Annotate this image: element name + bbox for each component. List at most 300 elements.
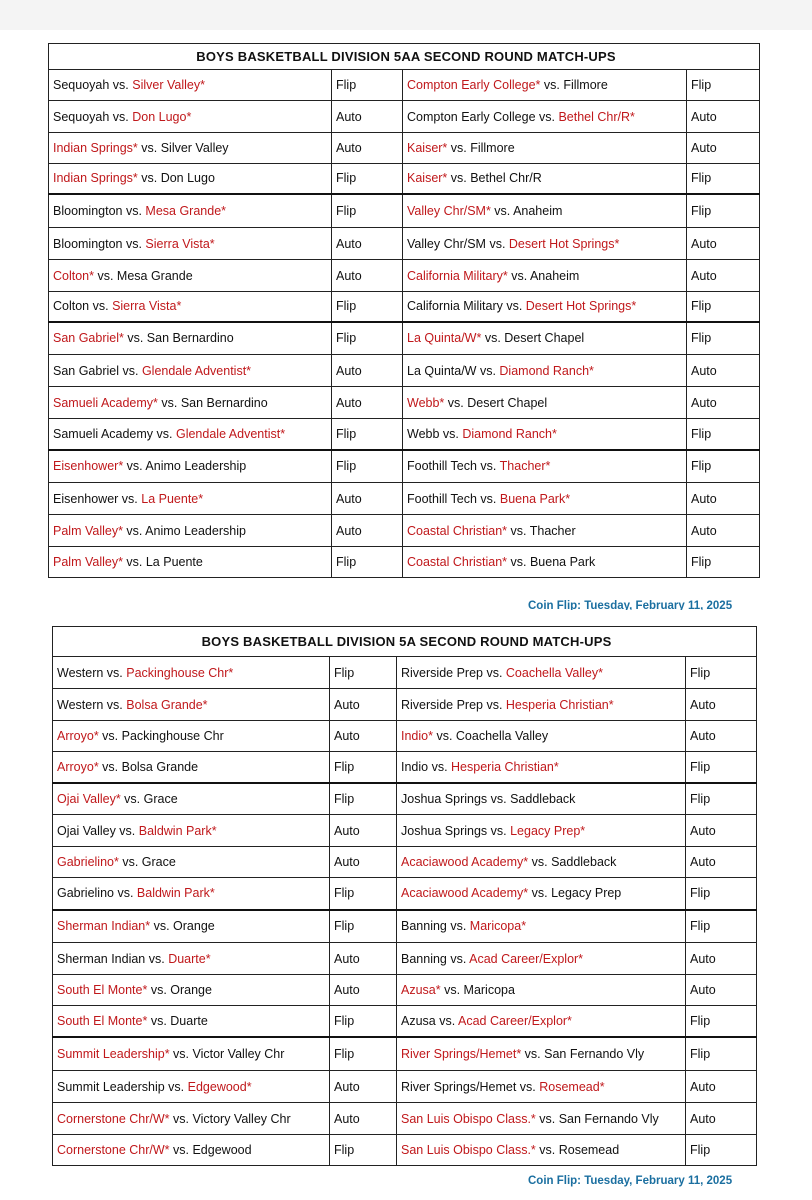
team-name: Sequoyah — [53, 78, 110, 92]
team-name: Hesperia Christian* — [505, 697, 614, 712]
matchup-row — [53, 1006, 757, 1037]
team-name: Victory Valley Chr — [192, 1111, 291, 1126]
vs-separator: vs. — [535, 1143, 559, 1157]
team-name: Bethel Chr/R — [470, 171, 542, 186]
matchup-row — [49, 101, 760, 133]
vs-separator: vs. — [150, 919, 174, 934]
vs-separator: vs. — [118, 491, 142, 506]
team-name: Edgewood* — [187, 1079, 252, 1094]
team-name: La Quinta/W* — [407, 331, 482, 346]
matchup-row — [53, 752, 757, 783]
vs-separator: vs. — [476, 363, 500, 378]
team-name: Animo Leadership — [145, 523, 246, 538]
team-name: San Bernardino — [180, 395, 268, 410]
left-matchup — [49, 450, 332, 483]
team-name: Victor Valley Chr — [192, 1046, 285, 1061]
matchup-row — [53, 1103, 757, 1135]
left-type: Auto — [330, 689, 397, 721]
team-name: Legacy Prep* — [510, 823, 586, 838]
vs-separator: vs. — [507, 268, 530, 283]
team-name: Glendale Adventist* — [141, 363, 252, 378]
right-matchup — [397, 910, 686, 943]
team-name: San Fernando Vly — [558, 1111, 659, 1126]
vs-separator: vs. — [521, 1046, 545, 1061]
vs-separator: vs. — [535, 109, 559, 124]
right-matchup — [403, 228, 687, 260]
vs-separator: vs. — [446, 919, 470, 934]
right-type: Flip — [687, 322, 760, 355]
right-matchup — [403, 419, 687, 450]
team-name: Valley Chr/SM — [407, 236, 486, 251]
right-matchup — [397, 1006, 686, 1037]
left-matchup — [49, 322, 332, 355]
right-matchup — [403, 292, 687, 322]
left-type: Flip — [330, 910, 397, 943]
right-type: Auto — [687, 228, 760, 260]
vs-separator: vs. — [137, 141, 161, 155]
right-type: Auto — [686, 815, 757, 847]
right-type: Flip — [686, 1037, 757, 1071]
left-type: Auto — [332, 387, 403, 419]
team-name: Arroyo* — [57, 759, 99, 774]
vs-separator: vs. — [109, 78, 133, 92]
team-name: Western — [57, 665, 104, 680]
matchup-row — [53, 1071, 757, 1103]
left-matchup — [53, 721, 330, 752]
right-matchup — [403, 547, 687, 578]
left-type: Flip — [330, 752, 397, 783]
team-name: Palm Valley* — [53, 555, 123, 569]
team-name: Anaheim — [529, 268, 580, 283]
left-matchup — [53, 1006, 330, 1037]
vs-separator: vs. — [502, 299, 526, 314]
matchup-row — [49, 260, 760, 292]
matchup-row — [53, 910, 757, 943]
vs-separator: vs. — [435, 1013, 458, 1028]
matchup-row — [53, 943, 757, 975]
team-name: Bolsa Grande* — [126, 697, 208, 712]
team-name: River Springs/Hemet — [401, 1079, 517, 1094]
team-name: Bloomington — [53, 203, 123, 218]
matchup-row — [53, 1037, 757, 1071]
team-name: Coastal Christian* — [407, 555, 508, 569]
matchup-row — [49, 292, 760, 322]
team-name: Arroyo* — [57, 729, 99, 743]
team-name: Bloomington — [53, 236, 123, 251]
team-name: Cornerstone Chr/W* — [57, 1143, 170, 1157]
team-name: Anaheim — [513, 203, 563, 218]
team-name: Indio* — [401, 729, 433, 743]
right-type: Flip — [686, 878, 757, 910]
right-type: Flip — [686, 783, 757, 815]
vs-separator: vs. — [444, 395, 468, 410]
left-matchup — [53, 1135, 330, 1166]
team-name: Orange — [170, 983, 212, 997]
right-matchup — [403, 450, 687, 483]
right-type: Auto — [687, 483, 760, 515]
left-matchup — [49, 70, 332, 101]
right-matchup — [397, 1037, 686, 1071]
right-type: Flip — [686, 1006, 757, 1037]
vs-separator: vs. — [103, 697, 127, 712]
matchup-row — [53, 975, 757, 1006]
left-matchup — [49, 292, 332, 322]
right-type: Auto — [687, 355, 760, 387]
vs-separator: vs. — [157, 395, 181, 410]
team-name: Compton Early College — [407, 109, 536, 124]
right-matchup — [397, 1135, 686, 1166]
team-name: Acaciawood Academy* — [401, 855, 529, 869]
team-name: Thacher* — [499, 459, 551, 474]
left-matchup — [49, 101, 332, 133]
team-name: Indio — [401, 759, 429, 774]
vs-separator: vs. — [487, 823, 511, 838]
right-type: Auto — [686, 1103, 757, 1135]
vs-separator: vs. — [482, 697, 506, 712]
team-name: Bolsa Grande — [121, 759, 199, 774]
vs-separator: vs. — [169, 1111, 193, 1126]
team-name: San Gabriel* — [53, 331, 124, 346]
team-name: Acad Career/Explor* — [457, 1013, 572, 1028]
team-name: Kaiser* — [407, 171, 448, 186]
vs-separator: vs. — [535, 1111, 559, 1126]
team-name: Buena Park — [529, 555, 596, 569]
vs-separator: vs. — [487, 791, 511, 806]
team-name: Acaciawood Academy* — [401, 886, 529, 901]
right-type: Flip — [687, 419, 760, 450]
left-matchup — [49, 164, 332, 194]
team-name: Colton* — [53, 268, 94, 283]
vs-separator: vs. — [118, 855, 142, 869]
right-type: Flip — [687, 70, 760, 101]
team-name: La Puente — [145, 555, 203, 569]
team-name: Eisenhower — [53, 491, 119, 506]
matchup-row — [49, 194, 760, 228]
left-type: Flip — [332, 164, 403, 194]
left-matchup — [49, 483, 332, 515]
team-name: Samueli Academy — [53, 426, 154, 441]
team-name: Indian Springs* — [53, 141, 138, 155]
vs-separator: vs. — [119, 363, 142, 378]
right-type: Auto — [686, 975, 757, 1006]
right-matchup — [403, 260, 687, 292]
vs-separator: vs. — [145, 951, 169, 966]
right-matchup — [403, 483, 687, 515]
vs-separator: vs. — [147, 1013, 171, 1028]
team-name: Desert Hot Springs* — [525, 299, 637, 314]
team-name: Maricopa* — [469, 919, 527, 934]
vs-separator: vs. — [98, 729, 122, 743]
team-name: Rosemead — [558, 1143, 620, 1157]
right-matchup — [397, 752, 686, 783]
right-type: Flip — [687, 292, 760, 322]
left-matchup — [53, 847, 330, 878]
matchup-row — [53, 721, 757, 752]
left-matchup — [49, 133, 332, 164]
vs-separator: vs. — [540, 78, 564, 92]
team-name: Webb — [407, 426, 440, 441]
team-name: Indian Springs* — [53, 171, 138, 186]
vs-separator: vs. — [94, 268, 117, 283]
team-name: Thacher — [529, 523, 576, 538]
table-header-row — [49, 44, 760, 70]
team-name: Packinghouse Chr — [121, 729, 224, 743]
left-matchup — [53, 975, 330, 1006]
right-matchup — [403, 70, 687, 101]
right-matchup — [403, 101, 687, 133]
team-name: Diamond Ranch* — [462, 426, 557, 441]
team-name: Silver Valley — [160, 141, 229, 155]
vs-separator: vs. — [447, 141, 471, 155]
team-name: Diamond Ranch* — [499, 363, 594, 378]
left-type: Auto — [332, 355, 403, 387]
vs-separator: vs. — [123, 459, 146, 474]
table-title: BOYS BASKETBALL DIVISION 5AA SECOND ROUND MATCH-UPS — [49, 44, 760, 70]
left-type: Auto — [330, 943, 397, 975]
vs-separator: vs. — [432, 729, 456, 743]
top-band — [0, 0, 812, 30]
coin-flip-note-5a: Coin Flip: Tuesday, February 11, 2025 — [528, 1175, 733, 1187]
vs-separator: vs. — [528, 855, 552, 869]
matchup-row — [49, 164, 760, 194]
team-name: Duarte* — [168, 951, 211, 966]
vs-separator: vs. — [122, 555, 146, 569]
left-matchup — [49, 260, 332, 292]
team-name: Coachella Valley — [455, 729, 549, 743]
left-type: Auto — [330, 721, 397, 752]
team-name: La Puente* — [141, 491, 204, 506]
left-matchup — [49, 515, 332, 547]
team-name: Joshua Springs — [401, 823, 488, 838]
left-type: Flip — [332, 419, 403, 450]
team-name: Ojai Valley* — [57, 791, 121, 806]
left-type: Auto — [330, 815, 397, 847]
team-name: Legacy Prep — [551, 886, 622, 901]
vs-separator: vs. — [482, 665, 506, 680]
team-name: Bethel Chr/R* — [558, 109, 635, 124]
team-name: Gabrielino — [57, 886, 114, 901]
division-5aa-table — [48, 43, 760, 578]
vs-separator: vs. — [164, 1079, 188, 1094]
left-matchup — [53, 1037, 330, 1071]
left-matchup — [53, 752, 330, 783]
left-type: Flip — [330, 1135, 397, 1166]
right-type: Flip — [686, 657, 757, 689]
right-matchup — [397, 689, 686, 721]
vs-separator: vs. — [89, 299, 113, 314]
left-type: Auto — [332, 515, 403, 547]
team-name: Packinghouse Chr* — [126, 665, 234, 680]
left-matchup — [49, 547, 332, 578]
matchup-row — [49, 322, 760, 355]
team-name: Grace — [143, 791, 178, 806]
right-type: Auto — [687, 101, 760, 133]
left-type: Auto — [332, 483, 403, 515]
team-name: Acad Career/Explor* — [469, 951, 584, 966]
vs-separator: vs. — [507, 555, 530, 569]
team-name: Glendale Adventist* — [175, 426, 286, 441]
team-name: Eisenhower* — [53, 459, 124, 474]
left-type: Flip — [332, 194, 403, 228]
team-name: Fillmore — [470, 141, 515, 155]
matchup-row — [49, 228, 760, 260]
team-name: Desert Chapel — [467, 395, 548, 410]
left-matchup — [49, 194, 332, 228]
team-name: San Fernando Vly — [544, 1046, 645, 1061]
team-name: Animo Leadership — [145, 459, 247, 474]
team-name: Western — [57, 697, 104, 712]
left-matchup — [53, 1103, 330, 1135]
team-name: Webb* — [407, 395, 445, 410]
team-name: Azusa — [401, 1013, 436, 1028]
right-type: Auto — [686, 943, 757, 975]
team-name: Orange — [173, 919, 215, 934]
matchup-row — [53, 847, 757, 878]
team-name: Saddleback — [510, 791, 576, 806]
vs-separator: vs. — [109, 109, 133, 124]
team-name: South El Monte* — [57, 983, 148, 997]
right-type: Flip — [686, 752, 757, 783]
right-type: Auto — [687, 515, 760, 547]
left-matchup — [53, 910, 330, 943]
coin-flip-note-5aa: Coin Flip: Tuesday, February 11, 2025 — [528, 600, 733, 610]
right-matchup — [397, 783, 686, 815]
team-name: River Springs/Hemet* — [401, 1046, 522, 1061]
matchup-row — [49, 133, 760, 164]
left-type: Auto — [332, 101, 403, 133]
right-matchup — [397, 721, 686, 752]
right-type: Flip — [687, 164, 760, 194]
team-name: Buena Park* — [499, 491, 571, 506]
vs-separator: vs. — [516, 1079, 540, 1094]
left-type: Flip — [332, 70, 403, 101]
vs-separator: vs. — [122, 523, 146, 538]
team-name: Riverside Prep — [401, 665, 483, 680]
team-name: Sequoyah — [53, 109, 110, 124]
vs-separator: vs. — [507, 523, 530, 538]
right-matchup — [397, 975, 686, 1006]
team-name: Sierra Vista* — [112, 299, 182, 314]
right-matchup — [397, 1103, 686, 1135]
team-name: Valley Chr/SM* — [407, 203, 491, 218]
left-matchup — [49, 387, 332, 419]
right-matchup — [403, 515, 687, 547]
team-name: Compton Early College* — [407, 78, 541, 92]
team-name: Silver Valley* — [132, 78, 205, 92]
matchup-row — [49, 387, 760, 419]
vs-separator: vs. — [447, 171, 471, 186]
right-type: Auto — [687, 387, 760, 419]
team-name: Grace — [141, 855, 176, 869]
right-type: Flip — [687, 194, 760, 228]
vs-separator: vs. — [485, 236, 509, 251]
team-name: San Luis Obispo Class.* — [401, 1111, 536, 1126]
vs-separator: vs. — [476, 491, 500, 506]
vs-separator: vs. — [440, 983, 464, 997]
left-type: Flip — [330, 657, 397, 689]
team-name: Gabrielino* — [57, 855, 119, 869]
vs-separator: vs. — [147, 983, 171, 997]
right-matchup — [397, 1071, 686, 1103]
right-type: Flip — [686, 1135, 757, 1166]
left-type: Auto — [330, 1071, 397, 1103]
left-type: Flip — [332, 322, 403, 355]
matchup-row — [49, 355, 760, 387]
matchup-row — [49, 450, 760, 483]
right-matchup — [397, 657, 686, 689]
matchup-row — [53, 657, 757, 689]
vs-separator: vs. — [115, 823, 139, 838]
team-name: San Bernardino — [146, 331, 234, 346]
right-type: Auto — [686, 1071, 757, 1103]
team-name: Palm Valley* — [53, 523, 123, 538]
team-name: Samueli Academy* — [53, 395, 158, 410]
right-type: Flip — [686, 910, 757, 943]
team-name: Foothill Tech — [407, 459, 477, 474]
vs-separator: vs. — [481, 331, 505, 346]
left-type: Auto — [332, 260, 403, 292]
vs-separator: vs. — [113, 886, 137, 901]
right-matchup — [403, 355, 687, 387]
team-name: La Quinta/W — [407, 363, 477, 378]
team-name: Saddleback — [551, 855, 617, 869]
left-type: Auto — [330, 975, 397, 1006]
vs-separator: vs. — [122, 236, 146, 251]
vs-separator: vs. — [169, 1046, 193, 1061]
left-matchup — [53, 878, 330, 910]
right-type: Flip — [687, 547, 760, 578]
team-name: Sherman Indian* — [57, 919, 151, 934]
team-name: Banning — [401, 919, 447, 934]
left-type: Flip — [330, 1006, 397, 1037]
right-type: Auto — [686, 721, 757, 752]
vs-separator: vs. — [169, 1143, 193, 1157]
left-matchup — [49, 419, 332, 450]
team-name: Mesa Grande — [116, 268, 193, 283]
team-name: Sherman Indian — [57, 951, 146, 966]
right-matchup — [397, 815, 686, 847]
left-type: Auto — [332, 228, 403, 260]
team-name: Don Lugo* — [132, 109, 192, 124]
vs-separator: vs. — [120, 791, 144, 806]
team-name: Kaiser* — [407, 141, 448, 155]
team-name: Riverside Prep — [401, 697, 483, 712]
vs-separator: vs. — [528, 886, 552, 901]
vs-separator: vs. — [446, 951, 470, 966]
team-name: Desert Chapel — [504, 331, 585, 346]
left-matchup — [49, 228, 332, 260]
right-type: Flip — [687, 450, 760, 483]
matchup-row — [53, 1135, 757, 1166]
team-name: Sierra Vista* — [145, 236, 215, 251]
team-name: Baldwin Park* — [138, 823, 217, 838]
left-type: Flip — [330, 878, 397, 910]
matchup-row — [49, 515, 760, 547]
team-name: Foothill Tech — [407, 491, 477, 506]
right-matchup — [403, 133, 687, 164]
left-type: Flip — [330, 783, 397, 815]
vs-separator: vs. — [123, 331, 147, 346]
matchup-row — [49, 483, 760, 515]
left-matchup — [53, 783, 330, 815]
left-type: Auto — [330, 1103, 397, 1135]
left-matchup — [53, 943, 330, 975]
team-name: Edgewood — [192, 1143, 252, 1157]
right-matchup — [397, 943, 686, 975]
team-name: Colton — [53, 299, 90, 314]
matchup-row — [49, 547, 760, 578]
right-matchup — [397, 878, 686, 910]
